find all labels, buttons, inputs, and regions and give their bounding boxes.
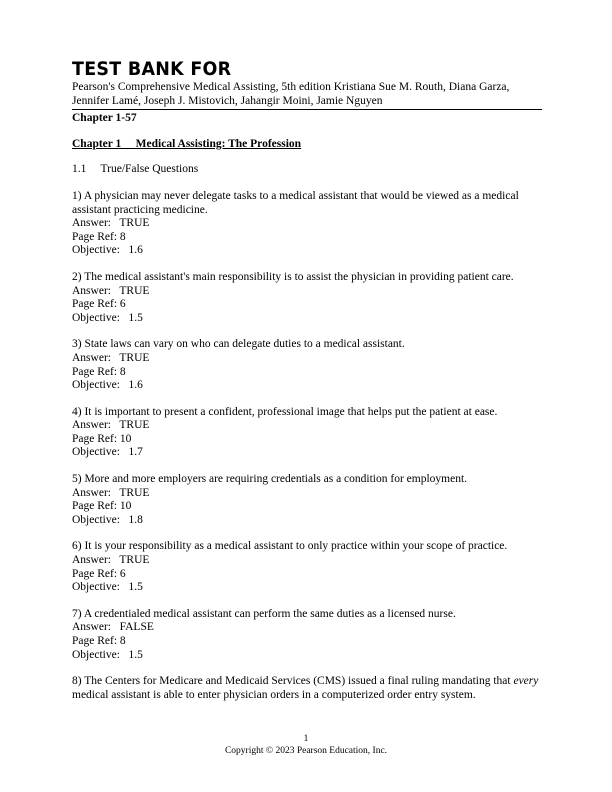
question-page-ref: Page Ref: 6 [72,298,126,311]
question-text: 6) It is your responsibility as a medical assistant to only practice within your scope of practice. [72,540,508,553]
question-page-ref: Page Ref: 10 [72,432,132,445]
question-text: 2) The medical assistant's main responsibility is to assist the physician in providing patient care. [72,270,514,283]
question-text: 7) A credentialed medical assistant can perform the same duties as a licensed nurse. [72,607,456,620]
chapter-range: Chapter 1-57 [72,109,542,126]
question-answer: Answer: TRUE [72,486,150,499]
question-1 [72,190,542,258]
question-objective: Objective: 1.8 [72,513,143,526]
page-number: 1 [303,734,309,744]
question-text-start: 8) The Centers for Medicare and Medicaid Services (CMS) issued a final ruling mandating that [72,675,514,688]
question-4 [72,406,542,460]
copyright-notice: Copyright © 2023 Pearson Education, Inc. [224,746,388,756]
question-7 [72,608,542,662]
document-title: TEST BANK FOR [72,58,232,80]
question-page-ref: Page Ref: 10 [72,500,132,513]
book-subtitle: Pearson's Comprehensive Medical Assisting, 5th edition Kristiana Sue M. Routh, Diana Garza, Jennifer Lamé, Joseph J. Mistovich, Jahangir Moini, Jamie Nguyen [72,81,510,107]
question-text: 4) It is important to present a confident, professional image that helps put the patient at ease. [72,405,498,418]
question-answer: Answer: TRUE [72,284,150,297]
page-content [72,58,542,702]
question-objective: Objective: 1.5 [72,311,143,324]
question-objective: Objective: 1.6 [72,244,143,257]
section-heading: 1.1 True/False Questions [72,163,199,176]
question-objective: Objective: 1.5 [72,648,143,661]
question-6 [72,540,542,594]
question-text-end: medical assistant is able to enter physician orders in a computerized order entry system. [72,688,476,701]
question-objective: Objective: 1.6 [72,379,143,392]
question-page-ref: Page Ref: 8 [72,635,126,647]
question-page-ref: Page Ref: 8 [72,365,126,378]
question-objective: Objective: 1.7 [72,446,143,459]
chapter-heading: Chapter 1 Medical Assisting: The Profession [72,137,302,150]
question-text: 3) State laws can vary on who can delegate duties to a medical assistant. [72,338,405,351]
question-2 [72,271,542,325]
question-8 [72,675,542,702]
question-answer: Answer: TRUE [72,217,150,230]
question-answer: Answer: TRUE [72,351,150,364]
question-answer: Answer: TRUE [72,554,150,567]
question-objective: Objective: 1.5 [72,581,143,594]
question-text-emphasis: every [513,675,539,688]
question-answer: Answer: TRUE [72,419,150,432]
question-5 [72,473,542,527]
question-answer: Answer: FALSE [72,621,154,634]
question-text: 5) More and more employers are requiring credentials as a condition for employment. [72,473,468,486]
question-3 [72,338,542,392]
question-page-ref: Page Ref: 8 [72,230,126,243]
question-text: 1) A physician may never delegate tasks to a medical assistant that would be viewed as a medical assistant practicing medicine. [72,189,519,216]
question-page-ref: Page Ref: 6 [72,567,126,580]
